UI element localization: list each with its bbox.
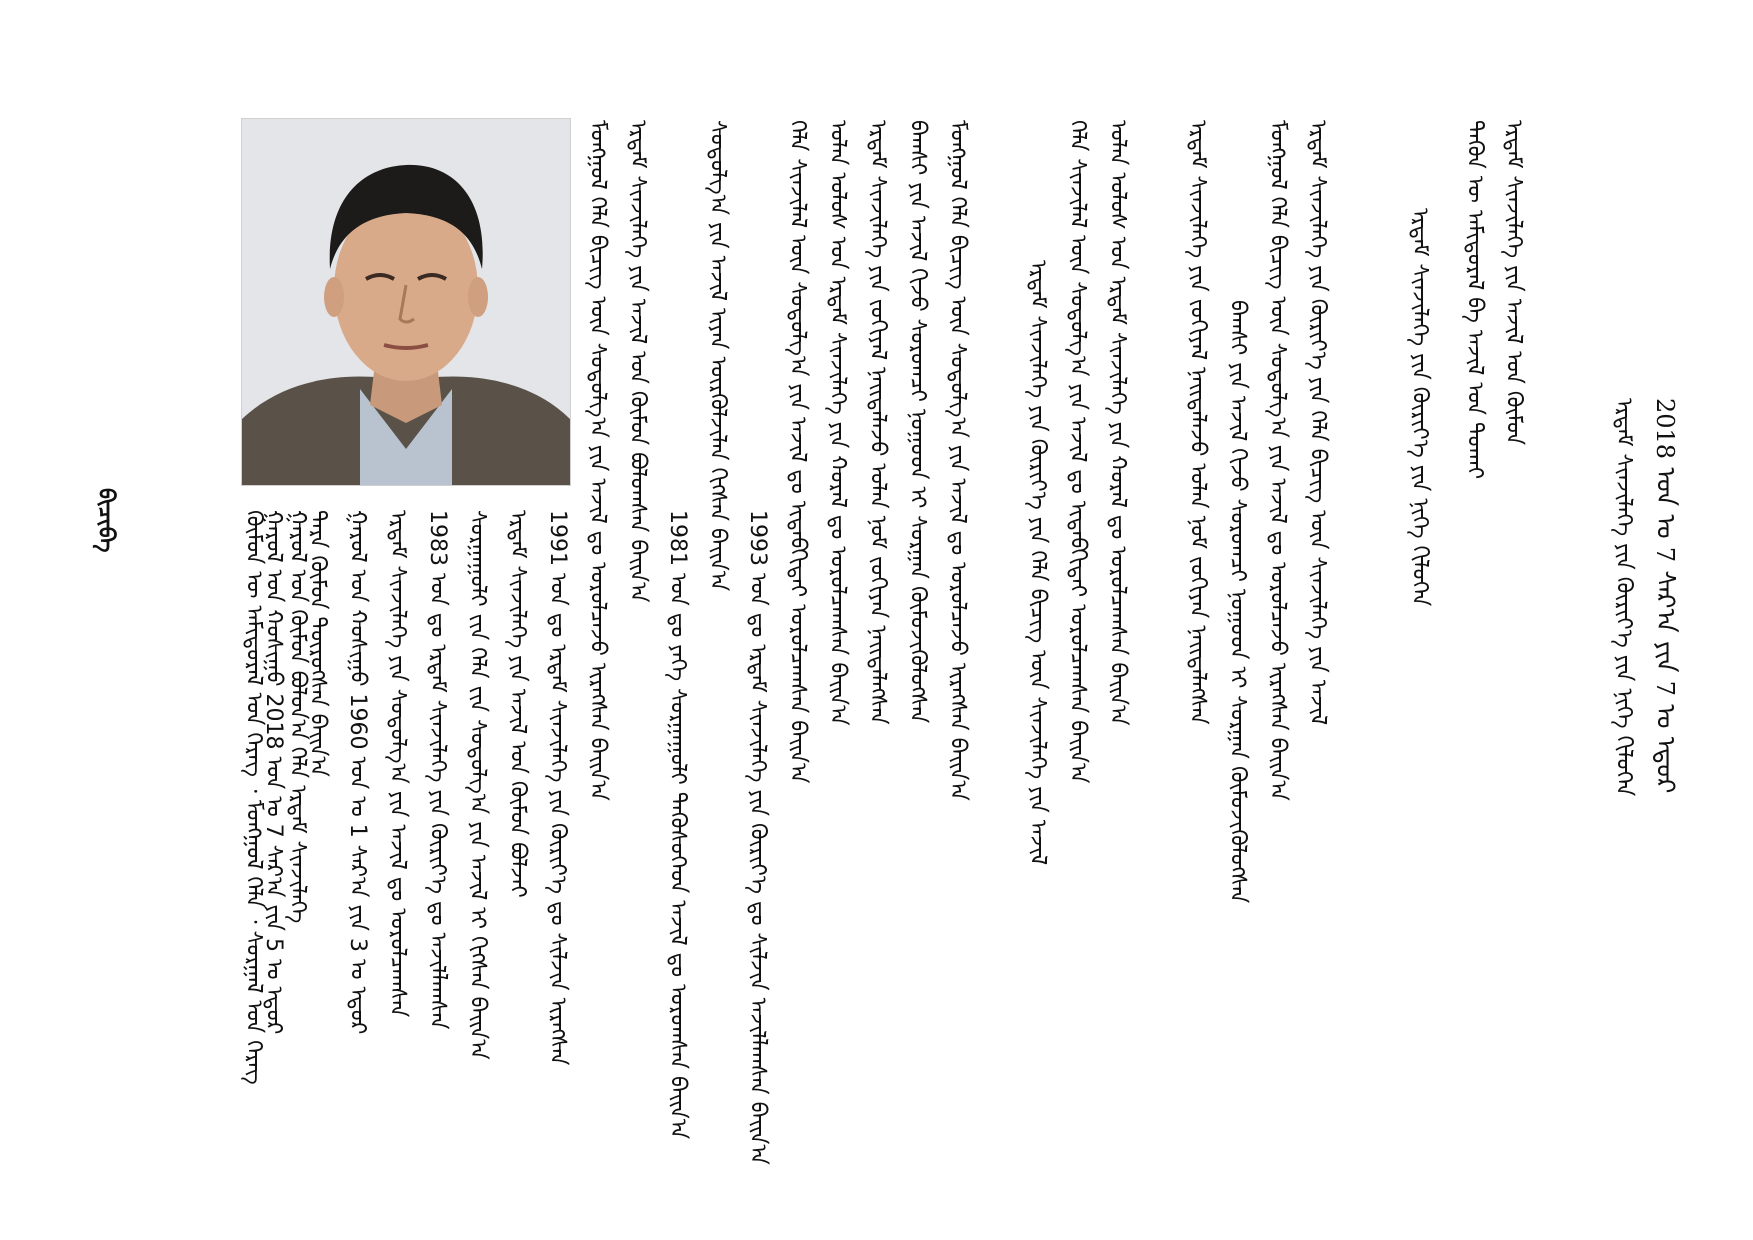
para-1981-line-2: ᠡᠷᠳᠡᠮ ᠰᠢᠨᠵᠢᠯᠡᠭᠡ ᠶᠢᠨ ᠠᠵᠢᠯ ᠤᠨ ᠬᠦᠮᠦᠨ ᠪᠣᠯᠤᠭᠰᠠᠨ ᠪᠠᠢᠨ᠎ᠠ <box>625 120 650 603</box>
heading-line-2: ᠡᠷᠳᠡᠮ ᠰᠢᠨᠵᠢᠯᠡᠭᠡ ᠶᠢᠨ ᠠᠵᠢᠯ ᠤᠨ ᠬᠦᠮᠦᠨ <box>1501 120 1526 446</box>
heading-line-4: ᠡᠷᠳᠡᠮ ᠰᠢᠨᠵᠢᠯᠡᠭᠡ ᠶᠢᠨ ᠬᠦᠷᠢᠶ᠎ᠡ ᠶᠢᠨ ᠨᠢᠭᠡ ᠬᠢᠯᠦᠭᠡᠨ <box>1407 208 1432 607</box>
paragraph-line-5: ᠣᠯᠠᠨ ᠤᠯᠤᠰ ᠤᠨ ᠡᠷᠳᠡᠮ ᠰᠢᠨᠵᠢᠯᠡᠭᠡ ᠶᠢᠨ ᠬᠤᠷᠠᠯ ᠳᠤ ᠣᠷᠣᠯᠴᠠᠭᠰᠠᠨ ᠪᠠᠢᠨ᠎ᠠ <box>1105 120 1130 726</box>
date-line: 2018 ᠣᠨ ᠤ 7 ᠰᠠᠷ᠎ᠠ ᠶᠢᠨ 7 ᠤ ᠡᠳᠦᠷ <box>1650 398 1680 794</box>
paragraph-line-7: ᠡᠷᠳᠡᠮ ᠰᠢᠨᠵᠢᠯᠡᠭᠡ ᠶᠢᠨ ᠬᠦᠷᠢᠶ᠎ᠡ ᠶᠢᠨ ᠬᠡᠯᠡ ᠪᠢᠴᠢᠭ ᠦᠨ ᠰᠢᠨᠵᠢᠯᠡᠭᠡ ᠶᠢᠨ ᠠᠵᠢᠯ <box>1025 260 1050 866</box>
paragraph-line-9: ᠪᠠᠭᠰᠢ ᠶᠢᠨ ᠠᠵᠢᠯ ᠬᠢᠵᠦ ᠰᠤᠷᠤᠭᠴᠢ ᠨᠤᠭᠤᠳ ᠢ ᠰᠤᠷᠭᠠᠨ ᠬᠦᠮᠦᠵᠢᠭᠦᠯᠦᠭᠰᠡᠨ <box>905 120 930 724</box>
para-1991-line-1: 1991 ᠣᠨ ᠳᠤ ᠡᠷᠳᠡᠮ ᠰᠢᠨᠵᠢᠯᠡᠭᠡ ᠶᠢᠨ ᠬᠦᠷᠢᠶ᠎ᠡ ᠳᠤ ᠰᠢᠯᠵᠢᠨ ᠢᠷᠡᠭᠰᠡᠨ <box>545 510 570 1066</box>
para-1983-line-1: ᠰᠤᠷᠭᠠᠭᠤᠯᠢ ᠵᠢᠨ ᠬᠡᠯᠡ ᠵᠢᠨ ᠰᠤᠳᠤᠯᠭ᠎ᠠ ᠶᠢᠨ ᠠᠵᠢᠯ ᠢ ᠬᠢᠭᠰᠡᠨ ᠪᠠᠢᠨ᠎ᠠ <box>465 510 490 1060</box>
paragraph-line-12: ᠬᠡᠯᠡ ᠰᠢᠨᠵᠢᠯᠡᠯ ᠦᠨ ᠰᠤᠳᠤᠯᠭ᠎ᠠ ᠶᠢᠨ ᠠᠵᠢᠯ ᠳᠤ ᠢᠳᠡᠪᠬᠢᠲᠡᠢ ᠣᠷᠣᠯᠴᠠᠭᠰᠠᠨ ᠪᠠᠢᠨ᠎ᠠ <box>785 120 810 784</box>
heading-line-3: ᠲᠡᠭᠦᠨ ᠦ ᠠᠮᠢᠳᠤᠷᠠᠯ ᠪᠠ ᠠᠵᠢᠯ ᠤᠨ ᠲᠤᠬᠠᠢ <box>1462 120 1487 480</box>
paragraph-line-4: ᠡᠷᠳᠡᠮ ᠰᠢᠨᠵᠢᠯᠡᠭᠡ ᠶᠢᠨ ᠵᠣᠬᠢᠶᠠᠯ ᠨᠡᠢᠲᠡᠯᠡᠵᠦ ᠣᠯᠠᠨ ᠨᠣᠮ ᠵᠣᠬᠢᠶᠠᠨ ᠨᠡᠢᠲᠡᠯᠡᠭᠰᠡᠨ <box>1185 120 1210 725</box>
portrait-illustration <box>242 119 570 485</box>
para-1981-line-1: 1981 ᠣᠨ ᠳᠤ ᠶᠡᠬᠡ ᠰᠤᠷᠭᠠᠭᠤᠯᠢ ᠲᠡᠭᠦᠰᠦᠭᠡᠳ ᠠᠵᠢᠯ ᠳᠤ ᠣᠷᠣᠭᠰᠠᠨ ᠪᠠᠢᠨ᠎ᠠ <box>665 510 690 1140</box>
para-1993-line-2: ᠰᠤᠳᠤᠯᠭ᠎ᠠ ᠶᠢᠨ ᠠᠵᠢᠯ ᠢᠶᠠᠨ ᠦᠷᠭᠦᠯᠵᠢᠯᠡᠨ ᠬᠢᠭᠰᠡᠨ ᠪᠠᠢᠨ᠎ᠠ <box>705 120 730 592</box>
closing-signature: ᠪᠢᠴᠢᠪᠡ <box>93 488 118 553</box>
para-1960-line-2: ᠲᠡᠷᠡ ᠬᠦᠮᠦᠨ ᠲᠥᠷᠦᠭᠰᠡᠨ ᠪᠠᠢᠨ᠎ᠠ <box>305 510 330 777</box>
portrait-photo <box>241 118 571 486</box>
heading-line-1: ᠡᠷᠳᠡᠮ ᠰᠢᠨᠵᠢᠯᠡᠭᠡ ᠶᠢᠨ ᠬᠦᠷᠢᠶ᠎ᠡ ᠶᠢᠨ ᠨᠢᠭᠡ ᠬᠢᠯᠦᠭᠡᠨ <box>1611 398 1636 797</box>
date-day: 7 <box>1651 680 1679 696</box>
para-1983-line-3: ᠡᠷᠳᠡᠮ ᠰᠢᠨᠵᠢᠯᠡᠭᠡ ᠶᠢᠨ ᠰᠤᠳᠤᠯᠭ᠎ᠠ ᠶᠢᠨ ᠠᠵᠢᠯ ᠳᠤ ᠣᠷᠣᠯᠴᠠᠭᠰᠠᠨ <box>385 510 410 1018</box>
para-1960-line-3: ᠭᠠᠷᠤᠯ ᠤᠨ ᠬᠦᠮᠦᠨ ᠪᠣᠯᠤᠨ᠎ᠠ ᠬᠡᠯᠡ ᠡᠷᠳᠡᠮ ᠰᠢᠨᠵᠢᠯᠡᠭᠡ <box>285 510 310 924</box>
date-month: 7 <box>1651 546 1679 563</box>
paragraph-line-11: ᠣᠯᠠᠨ ᠤᠯᠤᠰ ᠤᠨ ᠡᠷᠳᠡᠮ ᠰᠢᠨᠵᠢᠯᠡᠭᠡ ᠶᠢᠨ ᠬᠤᠷᠠᠯ ᠳᠤ ᠣᠷᠣᠯᠴᠠᠭᠰᠠᠨ ᠪᠠᠢᠨ᠎ᠠ <box>825 120 850 726</box>
paragraph-line-6: ᠬᠡᠯᠡ ᠰᠢᠨᠵᠢᠯᠡᠯ ᠦᠨ ᠰᠤᠳᠤᠯᠭ᠎ᠠ ᠶᠢᠨ ᠠᠵᠢᠯ ᠳᠤ ᠢᠳᠡᠪᠬᠢᠲᠡᠢ ᠣᠷᠣᠯᠴᠠᠭᠰᠠᠨ ᠪᠠᠢᠨ᠎ᠠ <box>1065 120 1090 784</box>
paragraph-line-3: ᠪᠠᠭᠰᠢ ᠶᠢᠨ ᠠᠵᠢᠯ ᠬᠢᠵᠦ ᠰᠤᠷᠤᠭᠴᠢ ᠨᠤᠭᠤᠳ ᠢ ᠰᠤᠷᠭᠠᠨ ᠬᠦᠮᠦᠵᠢᠭᠦᠯᠦᠭᠰᠡᠨ <box>1225 300 1250 904</box>
para-1993-line-1: 1993 ᠣᠨ ᠳᠤ ᠡᠷᠳᠡᠮ ᠰᠢᠨᠵᠢᠯᠡᠭᠡ ᠶᠢᠨ ᠬᠦᠷᠢᠶ᠎ᠡ ᠳᠤ ᠰᠢᠯᠵᠢᠨ ᠠᠵᠢᠯᠯᠠᠭᠰᠠᠨ ᠪᠠᠢᠨ᠎ᠠ <box>745 510 770 1165</box>
paragraph-line-2: ᠮᠣᠩᠭᠣᠯ ᠬᠡᠯᠡ ᠪᠢᠴᠢᠭ ᠦᠨ ᠰᠤᠳᠤᠯᠭ᠎ᠠ ᠶᠢᠨ ᠠᠵᠢᠯ ᠳᠤ ᠣᠷᠣᠯᠴᠠᠵᠤ ᠢᠷᠡᠭᠰᠡᠨ ᠪᠠᠢᠨ᠎ᠠ <box>1265 120 1290 801</box>
para-1960-line-4: ᠭᠠᠷᠤᠯ ᠤᠨ ᠬᠤᠰᠢᠭᠤ 2018 ᠣᠨ ᠤ 7 ᠰᠠᠷ᠎ᠠ ᠶᠢᠨ 5 ᠤ ᠡᠳᠦᠷ <box>261 510 286 1035</box>
paragraph-line-1: ᠡᠷᠳᠡᠮ ᠰᠢᠨᠵᠢᠯᠡᠭᠡ ᠶᠢᠨ ᠬᠦᠷᠢᠶ᠎ᠡ ᠶᠢᠨ ᠬᠡᠯᠡ ᠪᠢᠴᠢᠭ ᠦᠨ ᠰᠢᠨᠵᠢᠯᠡᠭᠡ ᠶᠢᠨ ᠠᠵᠢᠯ <box>1305 120 1330 726</box>
paragraph-line-8: ᠮᠣᠩᠭᠣᠯ ᠬᠡᠯᠡ ᠪᠢᠴᠢᠭ ᠦᠨ ᠰᠤᠳᠤᠯᠭ᠎ᠠ ᠶᠢᠨ ᠠᠵᠢᠯ ᠳᠤ ᠣᠷᠣᠯᠴᠠᠵᠤ ᠢᠷᠡᠭᠰᠡᠨ ᠪᠠᠢᠨ᠎ᠠ <box>945 120 970 801</box>
para-1991-line-2: ᠡᠷᠳᠡᠮ ᠰᠢᠨᠵᠢᠯᠡᠭᠡ ᠶᠢᠨ ᠠᠵᠢᠯ ᠤᠨ ᠬᠦᠮᠦᠨ ᠪᠣᠯᠵᠠᠢ <box>505 510 530 898</box>
para-1981-line-3: ᠮᠣᠩᠭᠣᠯ ᠬᠡᠯᠡ ᠪᠢᠴᠢᠭ ᠦᠨ ᠰᠤᠳᠤᠯᠭ᠎ᠠ ᠶᠢᠨ ᠠᠵᠢᠯ ᠳᠤ ᠣᠷᠣᠯᠴᠠᠵᠤ ᠢᠷᠡᠭᠰᠡᠨ ᠪᠠᠢᠨ᠎ᠠ <box>585 120 610 801</box>
para-1960-line-5: ᠬᠦᠮᠦᠨ ᠦ ᠠᠮᠢᠳᠤᠷᠠᠯ ᠤᠨ ᠬᠡᠷᠡᠭ ᠂ ᠮᠣᠩᠭᠣᠯ ᠬᠡᠯᠡ ᠂ ᠰᠤᠷᠭᠠᠯ ᠤᠨ ᠬᠡᠷᠡᠭ <box>241 510 266 1085</box>
paragraph-line-10: ᠡᠷᠳᠡᠮ ᠰᠢᠨᠵᠢᠯᠡᠭᠡ ᠶᠢᠨ ᠵᠣᠬᠢᠶᠠᠯ ᠨᠡᠢᠲᠡᠯᠡᠵᠦ ᠣᠯᠠᠨ ᠨᠣᠮ ᠵᠣᠬᠢᠶᠠᠨ ᠨᠡᠢᠲᠡᠯᠡᠭᠰᠡᠨ <box>865 120 890 725</box>
para-1960-line-1: ᠭᠠᠷᠤᠯ ᠤᠨ ᠬᠤᠰᠢᠭᠤ 1960 ᠣᠨ ᠤ 1 ᠰᠠᠷ᠎ᠠ ᠶᠢᠨ 3 ᠤ ᠡᠳᠦᠷ <box>345 510 370 1035</box>
date-year: 2018 <box>1651 398 1679 460</box>
para-1983-line-2: 1983 ᠣᠨ ᠳᠤ ᠡᠷᠳᠡᠮ ᠰᠢᠨᠵᠢᠯᠡᠭᠡ ᠶᠢᠨ ᠬᠦᠷᠢᠶ᠎ᠡ ᠳᠤ ᠠᠵᠢᠯᠯᠠᠭᠰᠠᠨ <box>425 510 450 1030</box>
